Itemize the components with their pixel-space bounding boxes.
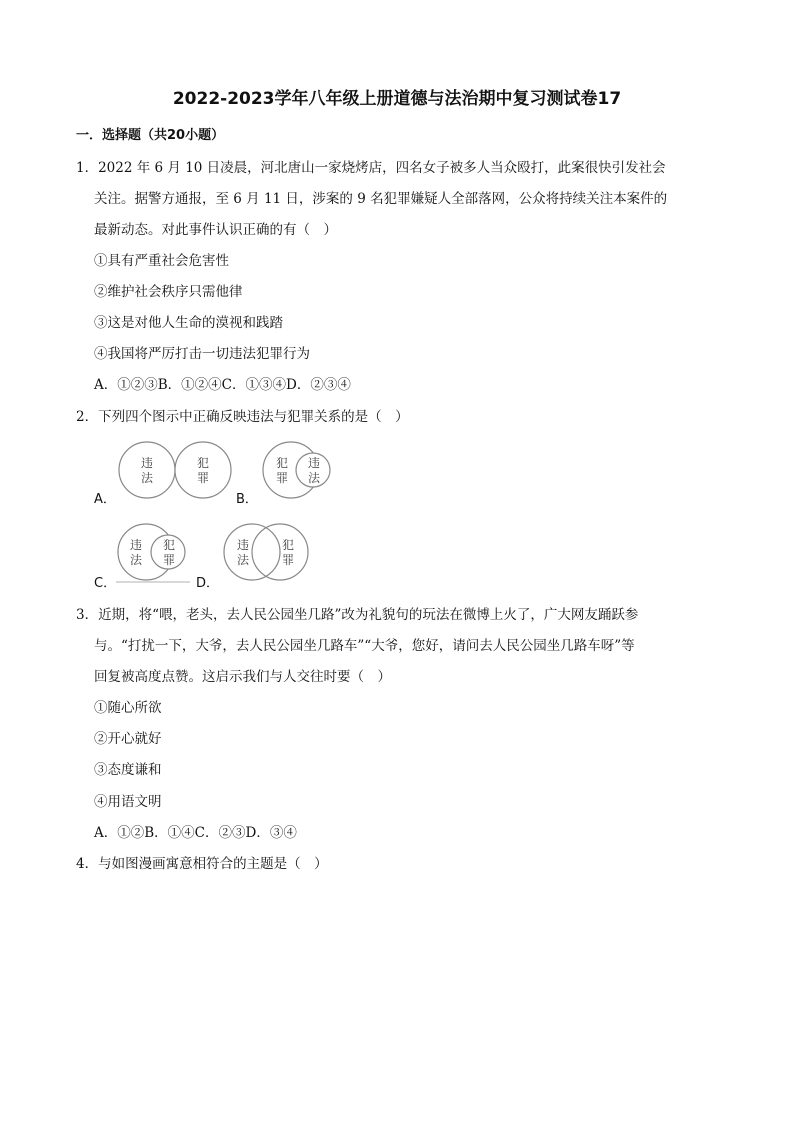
q1-choice-2: ②维护社会秩序只需他律	[94, 284, 243, 300]
q1-stem-line-3: 最新动态。对此事件认识正确的有（ ）	[94, 222, 337, 238]
q3-stem-line-1: 3．近期，将“喂，老头，去人民公园坐几路”改为礼貌句的玩法在微博上火了，广大网友踊跃参	[76, 607, 639, 623]
q2-option-d-label: D．	[196, 576, 220, 591]
label-crime-top: 犯	[162, 538, 176, 552]
section-heading: 一．选择题（共20小题）	[76, 128, 225, 143]
q1-choice-4: ④我国将严厉打击一切违法犯罪行为	[94, 346, 310, 362]
q2-option-c-label: C．	[94, 576, 117, 591]
page-title: 2022-2023学年八年级上册道德与法治期中复习测试卷17	[172, 89, 622, 109]
label-illegal-bottom: 法	[236, 553, 250, 567]
q4-stem: 4．与如图漫画寓意相符合的主题是（ ）	[76, 856, 328, 872]
q3-choice-3: ③态度谦和	[94, 762, 162, 778]
label-crime-bottom: 罪	[281, 553, 295, 567]
q3-choice-4: ④用语文明	[94, 794, 162, 810]
q2-diagram-b	[262, 441, 336, 499]
label-illegal-bottom: 法	[129, 553, 143, 567]
label-illegal-top: 违	[307, 456, 321, 470]
q2-diagram-a	[118, 441, 234, 499]
label-illegal-bottom: 法	[140, 471, 154, 485]
label-illegal-top: 违	[129, 538, 143, 552]
label-illegal-top: 违	[236, 538, 250, 552]
q1-choice-3: ③这是对他人生命的漠视和践踏	[94, 315, 283, 331]
label-crime-bottom: 罪	[196, 471, 210, 485]
q1-stem-line-2: 关注。据警方通报，至 6 月 11 日，涉案的 9 名犯罪嫌疑人全部落网，公众将持续关注本案件的	[94, 191, 668, 207]
circle-crime	[175, 442, 231, 498]
label-crime-top: 犯	[275, 456, 289, 470]
label-crime-top: 犯	[281, 538, 295, 552]
q1-stem-line-1: 1．2022 年 6 月 10 日凌晨，河北唐山一家烧烤店，四名女子被多人当众殴打，此案很快引发社会	[76, 160, 666, 176]
q2-diagram-d	[222, 522, 312, 582]
q2-diagram-c	[116, 522, 192, 584]
q3-choice-1: ①随心所欲	[94, 700, 162, 716]
q3-stem-line-3: 回复被高度点赞。这启示我们与人交往时要（ ）	[94, 669, 391, 685]
q3-choice-2: ②开心就好	[94, 731, 162, 747]
q3-stem-line-2: 与。“打扰一下，大爷，去人民公园坐几路车”“大爷，您好，请问去人民公园坐几路车呀”等	[94, 638, 635, 654]
label-crime-top: 犯	[196, 456, 210, 470]
q2-option-b-label: B．	[236, 492, 258, 507]
q2-option-a-label: A．	[94, 492, 116, 507]
q1-choice-1: ①具有严重社会危害性	[94, 253, 229, 269]
q3-options: A．①②B．①④C．②③D．③④	[94, 825, 297, 841]
label-illegal-top: 违	[140, 456, 154, 470]
circle-illegal	[119, 442, 175, 498]
q2-stem: 2．下列四个图示中正确反映违法与犯罪关系的是（ ）	[76, 409, 409, 425]
label-crime-bottom: 罪	[162, 553, 176, 567]
q1-options: A．①②③B．①②④C．①③④D．②③④	[94, 377, 351, 393]
label-illegal-bottom: 法	[307, 471, 321, 485]
label-crime-bottom: 罪	[275, 471, 289, 485]
